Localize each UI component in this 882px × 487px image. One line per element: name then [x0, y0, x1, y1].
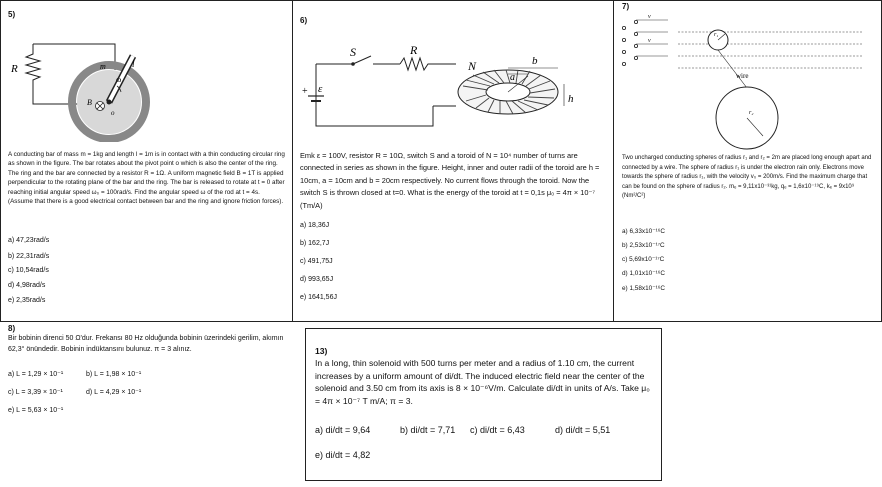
label-wire: wire [736, 72, 749, 80]
label-v1: v [648, 14, 651, 20]
label-emf: ε [318, 83, 323, 95]
question-8-number: 8) [8, 324, 16, 333]
toroid-circuit-figure [298, 40, 588, 135]
label-h: h [568, 93, 574, 105]
question-6-option-d[interactable]: d) 993,65J [300, 276, 334, 283]
question-8-option-b[interactable]: b) L = 1,98 × 10⁻¹ [86, 371, 142, 378]
question-7-option-c[interactable]: c) 5,69x10⁻¹⁷C [622, 256, 665, 263]
question-5-number: 5) [8, 10, 16, 19]
question-5-option-b[interactable]: b) 22,31rad/s [8, 253, 50, 260]
label-N: N [468, 59, 477, 73]
question-8-option-c[interactable]: c) L = 3,39 × 10⁻¹ [8, 389, 63, 396]
label-m: m [100, 62, 106, 71]
rotating-bar-ring-figure [5, 22, 205, 142]
question-7-number: 7) [622, 2, 630, 11]
label-R6: R [410, 43, 418, 57]
question-8-option-e[interactable]: e) L = 5,63 × 10⁻¹ [8, 407, 64, 414]
label-b: b [532, 55, 538, 67]
question-8-text: Bir bobinin direnci 50 Ω'dur. Frekansı 80 Hz olduğunda bobinin üzerindeki gerilim, akımın 62,3° önündedir. Bobinin indüktansını bulunuz. π = 3 alınız. [8, 335, 284, 353]
question-7-option-b[interactable]: b) 2,53x10⁻¹⁷C [622, 242, 665, 249]
question-13-option-b[interactable]: b) di/dt = 7,71 [400, 425, 456, 435]
question-5-option-c[interactable]: c) 10,54rad/s [8, 267, 49, 274]
question-6-number: 6) [300, 16, 308, 25]
label-l: l [132, 59, 135, 69]
question-7-text: Two uncharged conducting spheres of radius r₁ and r₂ = 2m are placed long enough apart and connected by a wire. The sphere of radius r₁ is under the electron rain only. Electrons move towards the sphere of radius r₁, with the velocity v₀ = 200m/s. Find the maximum charge that can be found on the sphere of radius r₂. mₑ = 9,11x10⁻³¹kg, qₑ = 1,6x10⁻¹⁹C, kₑ = 9x10⁹ (Nm²/C²) [622, 155, 872, 200]
label-v2: v [648, 38, 651, 44]
question-5-option-d[interactable]: d) 4,98rad/s [8, 282, 46, 289]
label-omega: ω [116, 75, 122, 84]
question-13-text: In a long, thin solenoid with 500 turns per meter and a radius of 1.10 cm, the current increases by a uniform amount of di/dt. The induced electric field near the center of the solenoid and 3.50 cm from its axis is 8 × 10⁻⁶V/m. Calculate di/dt in units of A/s. Take μ₀ = 4π × 10⁻⁷ T m/A; π = 3. [315, 358, 650, 406]
label-S: S [350, 45, 356, 59]
label-r1: r₁ [714, 32, 719, 38]
question-7-option-d[interactable]: d) 1,01x10⁻¹⁶C [622, 270, 665, 277]
question-5-option-e[interactable]: e) 2,35rad/s [8, 297, 46, 304]
question-5-option-a[interactable]: a) 47,23rad/s [8, 237, 50, 244]
question-5-text: A conducting bar of mass m = 1kg and length l = 1m is in contact with a thin conducting circular ring as shown in the figure. The bar rotates about the pivot point o which is also the center of the ring. The ring and the bar are connected by a resistor R = 1Ω. A uniform magnetic field B = 1T is applied perpendicular to the rotating plane of the bar and the ring. The bar is released to rotate at t = 0 after reaching initial angular speed ω₀ = 100rad/s. Find the angular speed ω of the rod at t = 4s. (Assume that there is a good electrical contact between bar and the ring and ignore friction forces). [8, 151, 285, 206]
label-plus: + [302, 86, 308, 97]
question-13-option-e[interactable]: e) di/dt = 4,82 [315, 450, 371, 460]
question-6-text: Emk ε = 100V, resistor R = 10Ω, switch S and a toroid of N = 10⁴ number of turns are connected in series as shown in the figure. Height, inner and outer radii of the toroid are h = 10cm, a = 10cm and b = 20cm respectively. No current flows through the toroid. Now the switch S is thrown closed at t=0. What is the energy of the toroid at t = 0,1s μ₀ = 4π × 10⁻⁷ (Tm/A) [300, 151, 600, 210]
electron-rain-spheres-figure [618, 10, 880, 150]
question-8-option-d[interactable]: d) L = 4,29 × 10⁻¹ [86, 389, 142, 396]
label-a: a [510, 72, 515, 83]
label-o: o [111, 109, 115, 117]
label-r2: r₂ [749, 110, 754, 116]
question-6-option-b[interactable]: b) 162,7J [300, 240, 330, 247]
question-8-option-a[interactable]: a) L = 1,29 × 10⁻¹ [8, 371, 64, 378]
label-B: B [87, 98, 92, 107]
question-6-option-c[interactable]: c) 491,75J [300, 258, 333, 265]
question-6-option-a[interactable]: a) 18,36J [300, 222, 330, 229]
question-13-option-a[interactable]: a) di/dt = 9,64 [315, 425, 371, 435]
question-13-option-d[interactable]: d) di/dt = 5,51 [555, 425, 611, 435]
label-R: R [11, 63, 18, 75]
question-13-option-c[interactable]: c) di/dt = 6,43 [470, 425, 525, 435]
question-13-number: 13) [315, 346, 328, 356]
question-7-option-e[interactable]: e) 1,58x10⁻¹⁶C [622, 285, 665, 292]
question-7-option-a[interactable]: a) 6,33x10⁻¹⁶C [622, 228, 665, 235]
question-6-option-e[interactable]: e) 1641,56J [300, 294, 337, 301]
